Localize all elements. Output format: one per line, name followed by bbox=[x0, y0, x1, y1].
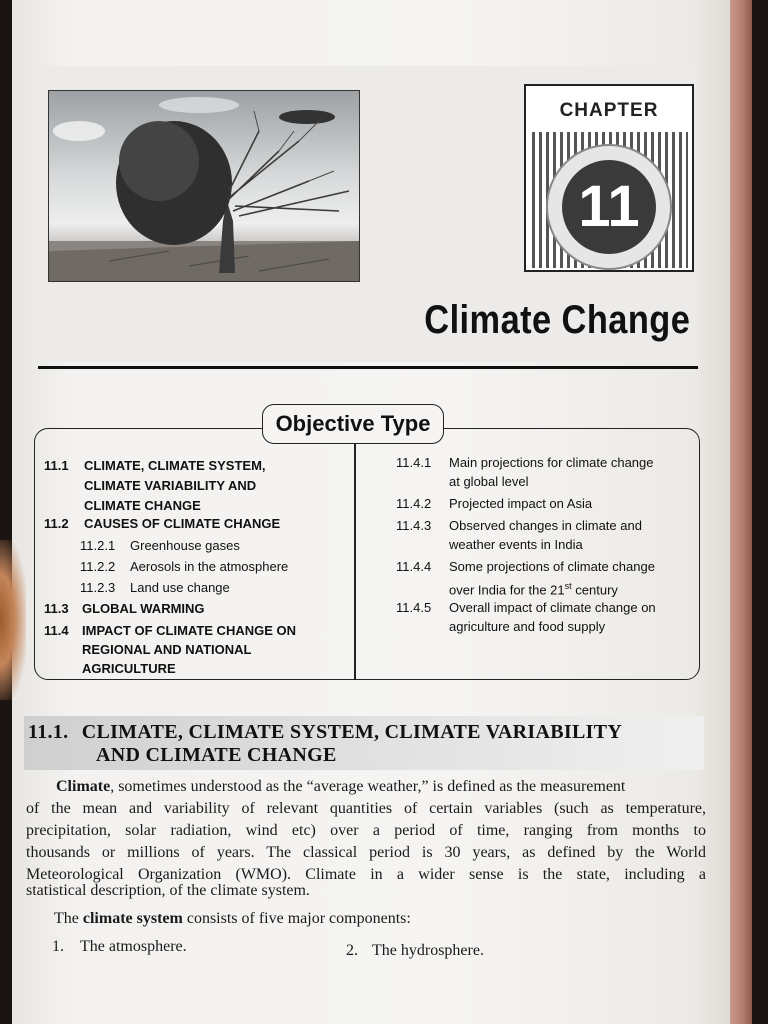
toc-item bbox=[396, 494, 696, 514]
toc-text: Land use change bbox=[130, 580, 230, 595]
toc-item bbox=[44, 599, 354, 619]
toc-text: Overall impact of climate change on bbox=[449, 600, 656, 615]
toc-number: 11.4.4 bbox=[396, 559, 432, 574]
toc-number: 11.4.3 bbox=[396, 518, 432, 533]
toc-text: CLIMATE VARIABILITY AND bbox=[84, 478, 257, 493]
toc-text: Greenhouse gases bbox=[130, 538, 240, 553]
toc-item bbox=[80, 578, 350, 598]
toc-item bbox=[396, 557, 696, 597]
list-label: The hydrosphere. bbox=[372, 942, 484, 959]
toc-item bbox=[396, 598, 696, 638]
toc-number: 11.2.1 bbox=[80, 538, 116, 553]
paragraph-line: The climate system consists of five major components: bbox=[54, 910, 411, 927]
objective-column-divider bbox=[354, 438, 356, 680]
paragraph-line: of the mean and variability of relevant quantities of certain variables (such as temperature, bbox=[26, 800, 706, 817]
toc-text: Projected impact on Asia bbox=[449, 496, 593, 511]
toc-text: REGIONAL AND NATIONAL bbox=[82, 642, 252, 657]
list-label: The atmosphere. bbox=[80, 938, 187, 955]
section-number: 11.1. bbox=[28, 721, 69, 743]
toc-number: 11.4.2 bbox=[396, 496, 432, 511]
toc-text: GLOBAL WARMING bbox=[82, 601, 205, 616]
toc-number: 11.4 bbox=[44, 623, 69, 638]
toc-number: 11.2.2 bbox=[80, 559, 116, 574]
toc-text: agriculture and food supply bbox=[449, 619, 606, 634]
toc-item bbox=[44, 621, 354, 681]
paragraph-line: Climate, sometimes understood as the “average weather,” is defined as the measurement bbox=[56, 778, 626, 795]
chapter-badge bbox=[524, 84, 694, 272]
toc-text: Aerosols in the atmosphere bbox=[130, 559, 289, 574]
toc-number: 11.4.1 bbox=[396, 455, 432, 470]
toc-text: CLIMATE CHANGE bbox=[84, 498, 201, 513]
list-number: 2. bbox=[346, 942, 358, 959]
toc-text: CLIMATE, CLIMATE SYSTEM, bbox=[84, 458, 266, 473]
toc-text: AGRICULTURE bbox=[82, 661, 176, 676]
tree-photo bbox=[48, 90, 360, 282]
chapter-word: CHAPTER bbox=[559, 100, 659, 121]
toc-text: Observed changes in climate and bbox=[449, 518, 642, 533]
toc-item bbox=[396, 453, 696, 493]
toc-text: IMPACT OF CLIMATE CHANGE ON bbox=[82, 623, 297, 638]
tree-illustration bbox=[49, 91, 360, 282]
toc-item bbox=[396, 516, 696, 556]
toc-text: over India for the 21st century bbox=[449, 581, 618, 598]
toc-text: CAUSES OF CLIMATE CHANGE bbox=[84, 516, 281, 531]
toc-number: 11.4.5 bbox=[396, 600, 432, 615]
list-item bbox=[52, 938, 187, 956]
page-edge bbox=[730, 0, 752, 1024]
section-title-line1: CLIMATE, CLIMATE SYSTEM, CLIMATE VARIABILITY bbox=[81, 721, 623, 743]
paragraph-line: thousands or millions of years. The classical period is 30 years, as defined by the World bbox=[26, 844, 706, 861]
toc-item bbox=[80, 557, 350, 577]
toc-text: Some projections of climate change bbox=[449, 559, 655, 574]
paragraph-line: statistical description, of the climate system. bbox=[26, 882, 310, 899]
toc-number: 11.1 bbox=[44, 458, 69, 473]
toc-number: 11.3 bbox=[44, 601, 69, 616]
toc-item bbox=[80, 536, 350, 556]
toc-item bbox=[44, 456, 354, 516]
section-heading bbox=[28, 721, 622, 744]
section-title-line2: AND CLIMATE CHANGE bbox=[96, 744, 337, 766]
term-climate-system: climate system bbox=[82, 910, 183, 927]
toc-number: 11.2.3 bbox=[80, 580, 116, 595]
term-climate: Climate bbox=[56, 778, 111, 795]
finger-shadow bbox=[0, 540, 26, 700]
list-item bbox=[346, 942, 484, 960]
chapter-number: 11 bbox=[562, 160, 656, 254]
toc-text: Main projections for climate change bbox=[449, 455, 654, 470]
list-number: 1. bbox=[52, 938, 64, 955]
toc-item bbox=[44, 514, 354, 534]
toc-text: weather events in India bbox=[449, 537, 583, 552]
header-rule bbox=[38, 366, 698, 369]
paragraph-line: Meteorological Organization (WMO). Climate in a wider sense is the state, including a bbox=[26, 866, 706, 883]
chapter-title: Climate Change bbox=[424, 298, 690, 342]
chapter-number-ring bbox=[546, 144, 672, 270]
objective-type-label: Objective Type bbox=[262, 404, 444, 444]
toc-text: at global level bbox=[449, 474, 529, 489]
paragraph-line: precipitation, solar radiation, wind etc) over a period of time, ranging from months to bbox=[26, 822, 706, 839]
toc-number: 11.2 bbox=[44, 516, 69, 531]
